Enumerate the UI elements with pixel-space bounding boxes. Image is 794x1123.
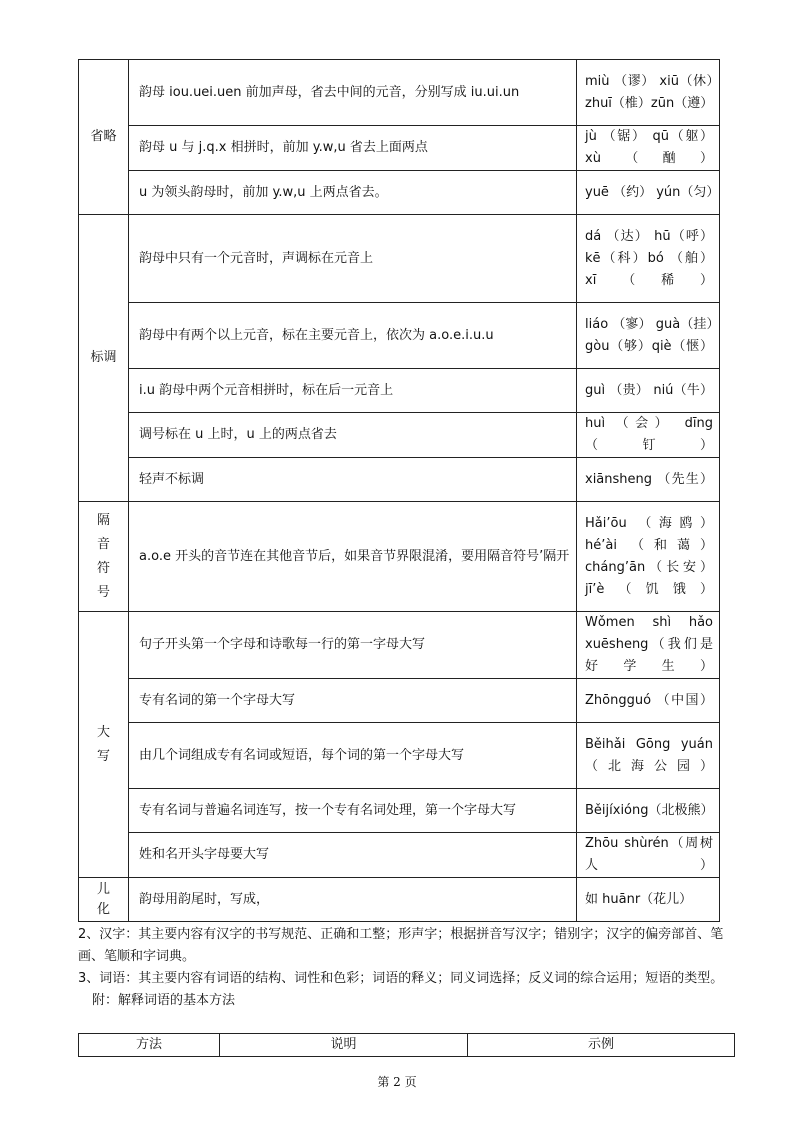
category-label: 大写 xyxy=(96,724,110,764)
table-row xyxy=(79,126,720,171)
example-cell: Běihǎi Gōng yuán （北海公园） xyxy=(577,723,720,789)
notes-section xyxy=(78,924,738,1012)
rule-cell: 句子开头第一个字母和诗歌每一行的第一字母大写 xyxy=(129,612,577,679)
category-cell xyxy=(79,60,129,215)
table-row xyxy=(79,878,720,922)
table-row xyxy=(79,413,720,458)
table-row xyxy=(79,502,720,612)
category-cell xyxy=(79,502,129,612)
pinyin-rules-table xyxy=(78,59,720,922)
example-cell: huì （会） dīng（钉） xyxy=(577,413,720,458)
category-label: 标调 xyxy=(90,350,117,365)
table-row xyxy=(79,612,720,679)
example-cell: yuē （约） yún（匀） xyxy=(577,171,720,215)
note-hanzi: 2、汉字：其主要内容有汉字的书写规范、正确和工整；形声字；根据拼音写汉字；错别字；汉字的偏旁部首、笔画、笔顺和字词典。 xyxy=(78,927,724,964)
rule-cell: 韵母用韵尾时，写成， xyxy=(129,878,577,922)
rule-cell: a.o.e 开头的音节连在其他音节后，如果音节界限混淆，要用隔音符号’隔开 xyxy=(129,502,577,612)
rule-cell: i.u 韵母中两个元音相拼时，标在后一元音上 xyxy=(129,369,577,413)
example-cell: Běijíxióng（北极熊） xyxy=(577,789,720,833)
rule-cell: 韵母 iou.uei.uen 前加声母，省去中间的元音，分别写成 iu.ui.un xyxy=(129,60,577,126)
column-header: 示例 xyxy=(468,1034,735,1057)
rule-cell: 韵母中有两个以上元音，标在主要元音上，依次为 a.o.e.i.u.u xyxy=(129,303,577,369)
column-header: 说明 xyxy=(220,1034,468,1057)
rule-cell: 轻声不标调 xyxy=(129,458,577,502)
rule-cell: 专有名词的第一个字母大写 xyxy=(129,679,577,723)
table-row xyxy=(79,303,720,369)
table-header-row xyxy=(79,1034,735,1057)
column-header: 方法 xyxy=(79,1034,220,1057)
rule-cell: 专有名词与普遍名词连写，按一个专有名词处理，第一个字母大写 xyxy=(129,789,577,833)
table-row xyxy=(79,789,720,833)
rule-cell: 由几个词组成专有名词或短语，每个词的第一个字母大写 xyxy=(129,723,577,789)
example-cell: 如 huānr（花儿） xyxy=(577,878,720,922)
rule-cell: 调号标在 u 上时，u 上的两点省去 xyxy=(129,413,577,458)
example-cell: liáo （寥） guà（挂）gòu（够）qiè（惬） xyxy=(577,303,720,369)
table-row xyxy=(79,833,720,878)
rule-cell: 韵母中只有一个元音时，声调标在元音上 xyxy=(129,215,577,303)
example-cell: Wǒmen shì hǎo xuēsheng（我们是好学生） xyxy=(577,612,720,679)
table-row xyxy=(79,679,720,723)
rule-cell: u 为领头韵母时，前加 y.w,u 上两点省去。 xyxy=(129,171,577,215)
example-cell: miù （谬） xiū（休）zhuī（椎）zūn（遵） xyxy=(577,60,720,126)
category-cell xyxy=(79,612,129,878)
category-label: 省略 xyxy=(90,129,117,144)
example-cell: Zhōngguó （中国） xyxy=(577,679,720,723)
table-row xyxy=(79,215,720,303)
table-row xyxy=(79,60,720,126)
rule-cell: 姓和名开头字母要大写 xyxy=(129,833,577,878)
table-row xyxy=(79,723,720,789)
rule-cell: 韵母 u 与 j.q.x 相拼时，前加 y.w,u 省去上面两点 xyxy=(129,126,577,171)
example-cell: guì （贵） niú（牛） xyxy=(577,369,720,413)
note-ciyu: 3、词语：其主要内容有词语的结构、词性和色彩；词语的释义；同义词选择；反义词的综合运用；短语的类型。 xyxy=(78,971,724,986)
example-cell: dá （达） hū（呼）kē（科）bó （舶） xī（稀） xyxy=(577,215,720,303)
table-row xyxy=(79,171,720,215)
page-number: 第 2 页 xyxy=(377,1075,417,1089)
category-cell xyxy=(79,215,129,502)
category-cell xyxy=(79,878,129,922)
category-label: 隔音符号 xyxy=(96,512,110,600)
example-cell: xiānsheng （先生） xyxy=(577,458,720,502)
example-cell: Zhōu shùrén（周树人） xyxy=(577,833,720,878)
example-cell: jù （锯） qū（躯）xù（酗） xyxy=(577,126,720,171)
example-cell: Hǎi’ōu （海鸥） hé’ài （和蔼） cháng’ān（长安）jī’è（饥饿） xyxy=(577,502,720,612)
table-row xyxy=(79,458,720,502)
method-table xyxy=(78,1033,735,1057)
table-row xyxy=(79,369,720,413)
appendix-heading: 附：解释词语的基本方法 xyxy=(92,993,236,1008)
category-label: 儿化 xyxy=(96,881,110,917)
